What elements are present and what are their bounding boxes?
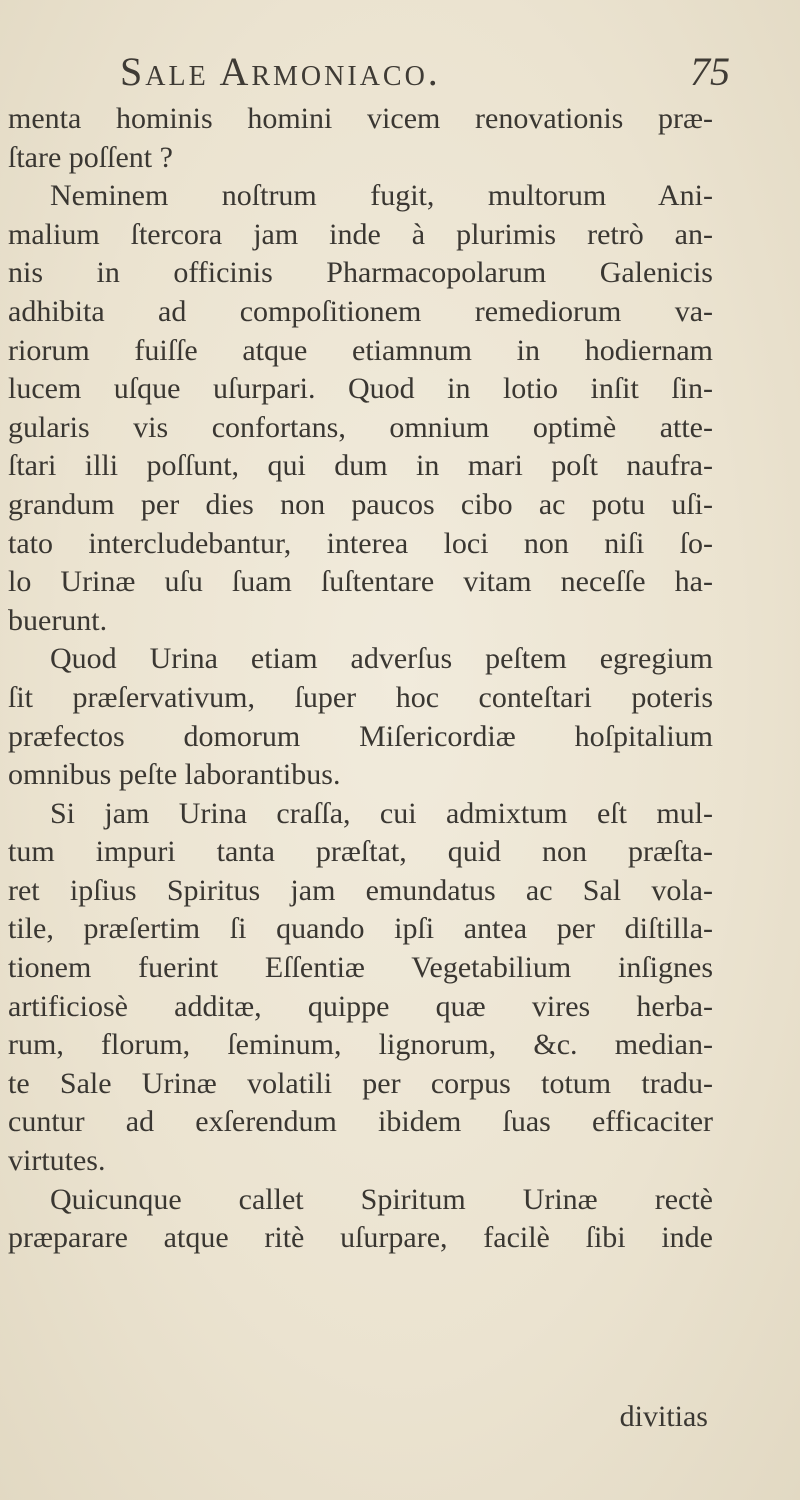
text-line: tile, præſertim ſi quando ipſi antea per diſtilla- <box>8 912 713 946</box>
text-line: grandum per dies non paucos cibo ac potu uſi- <box>8 487 713 521</box>
text-line: præparare atque ritè uſurpare, facilè ſibi inde <box>8 1221 713 1255</box>
text-line: gularis vis confortans, omnium optimè atte- <box>8 410 713 444</box>
text-line: Quicunque callet Spiritum Urinæ rectè <box>50 1182 713 1216</box>
text-line: buerunt. <box>8 603 108 637</box>
text-line: ret ipſius Spiritus jam emundatus ac Sal vola- <box>8 873 713 907</box>
text-line: cuntur ad exſerendum ibidem ſuas efficaciter <box>8 1105 713 1139</box>
body-text <box>8 100 713 1258</box>
text-line: Si jam Urina craſſa, cui admixtum eſt mul- <box>50 796 713 830</box>
text-line: tionem fuerint Eſſentiæ Vegetabilium inſignes <box>8 951 713 985</box>
text-line: tato intercludebantur, interea loci non niſi ſo- <box>8 526 713 560</box>
text-line: Neminem noſtrum fugit, multorum Ani- <box>50 179 713 213</box>
running-head <box>120 48 730 98</box>
text-line: Quod Urina etiam adverſus peſtem egregium <box>50 642 713 676</box>
text-line: menta hominis homini vicem renovationis præ- <box>8 102 713 135</box>
text-line: nis in officinis Pharmacopolarum Galenicis <box>8 256 713 290</box>
text-line: rum, florum, ſeminum, lignorum, &c. median- <box>8 1028 713 1062</box>
text-line: præfectos domorum Miſericordiæ hoſpitalium <box>8 719 713 753</box>
catchword: divitias <box>619 1400 708 1433</box>
text-line: ſtare poſſent ? <box>8 140 173 174</box>
text-line: riorum fuiſſe atque etiamnum in hodiernam <box>8 333 713 367</box>
text-line: malium ſtercora jam inde à plurimis retrò an- <box>8 217 713 251</box>
text-line: virtutes. <box>8 1144 106 1178</box>
text-line: tum impuri tanta præſtat, quid non præſta- <box>8 835 713 869</box>
text-line: ſtari illi poſſunt, qui dum in mari poſt naufra- <box>8 449 713 483</box>
page-number: 75 <box>690 49 730 94</box>
text-line: ſit præſervativum, ſuper hoc conteſtari poteris <box>8 680 713 714</box>
text-line: adhibita ad compoſitionem remediorum va- <box>8 294 713 328</box>
text-line: lucem uſque uſurpari. Quod in lotio inſit ſin- <box>8 372 713 406</box>
text-line: lo Urinæ uſu ſuam ſuſtentare vitam neceſſe ha- <box>8 565 713 599</box>
running-title: Sale Armoniaco. <box>120 49 441 94</box>
text-line: omnibus peſte laborantibus. <box>8 758 341 792</box>
text-line: artificiosè additæ, quippe quæ vires herba- <box>8 989 713 1023</box>
text-line: te Sale Urinæ volatili per corpus totum tradu- <box>8 1066 713 1100</box>
